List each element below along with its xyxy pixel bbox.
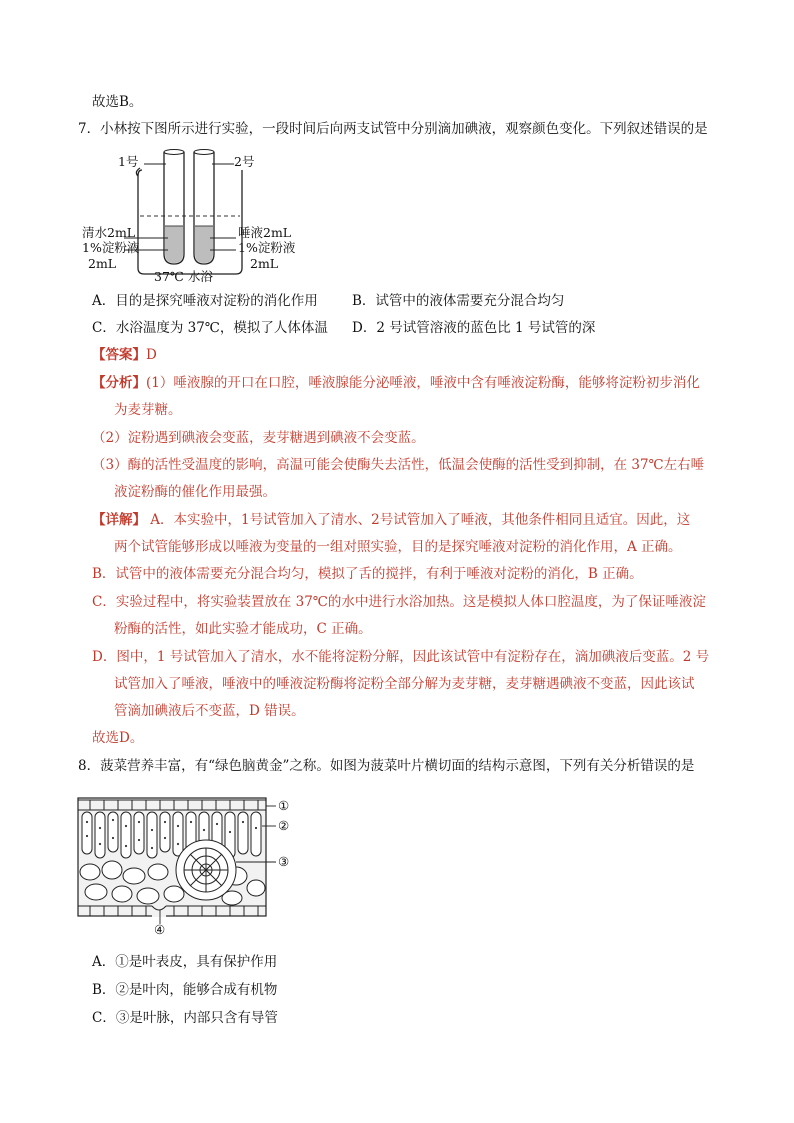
q7-analysis-3a: （3）酶的活性受温度的影响，高温可能会使酶失去活性，低温会使酶的活性受到抑制，在 37℃左右唾 xyxy=(92,457,705,473)
q7-detail-a1 xyxy=(92,510,690,530)
detail-text-a1: A．本实验中，1号试管加入了清水、2号试管加入了唾液，其他条件相同且适宜。因此，这 xyxy=(146,512,691,528)
q7-detail-d2: 试管加入了唾液，唾液中的唾液淀粉酶将淀粉全部分解为麦芽糖，麦芽糖遇碘液不变蓝，因此该试 xyxy=(114,676,695,692)
q7-detail-d3: 管滴加碘液后不变蓝，D 错误。 xyxy=(114,703,305,719)
detail-tag: 【详解】 xyxy=(92,512,146,528)
tube-1-water-label: 清水2mL xyxy=(82,225,136,240)
q7-option-a: A．目的是探究唾液对淀粉的消化作用 xyxy=(92,293,318,309)
q7-detail-b: B．试管中的液体需要充分混合均匀，模拟了舌的搅拌，有利于唾液对淀粉的消化，B 正确。 xyxy=(92,566,643,582)
tube-2-label: 2号 xyxy=(234,154,255,169)
leaf-label-1: ① xyxy=(278,798,290,813)
q7-answer xyxy=(92,345,157,365)
q7-analysis-3b: 液淀粉酶的催化作用最强。 xyxy=(114,484,276,500)
tube-1-label: 1号 xyxy=(118,154,139,169)
q8-leaf-section-figure xyxy=(76,792,306,937)
tube-2-starch-label: 1%淀粉液 xyxy=(238,240,296,255)
answer-value: D xyxy=(146,347,157,363)
q7-option-b: B．试管中的液体需要充分混合均匀 xyxy=(352,293,565,309)
q7-detail-c1: C．实验过程中，将实验装置放在 37℃的水中进行水浴加热。这是模拟人体口腔温度，为了保证唾液淀 xyxy=(92,594,706,610)
q7-analysis-2: （2）淀粉遇到碘液会变蓝，麦芽糖遇到碘液不会变蓝。 xyxy=(92,430,425,446)
tube-1-starch-label: 1%淀粉液 xyxy=(82,240,140,255)
q7-detail-a2: 两个试管能够形成以唾液为变量的一组对照实验，目的是探究唾液对淀粉的消化作用，A 正确。 xyxy=(114,539,682,555)
analysis-tag: 【分析】 xyxy=(92,375,146,391)
leaf-label-4: ④ xyxy=(154,922,166,937)
q7-beaker-figure xyxy=(84,146,314,286)
leaf-cross-section-illustration xyxy=(76,792,306,937)
answer-tag: 【答案】 xyxy=(92,347,146,363)
q7-detail-c2: 粉酶的活性，如此实验才能成功，C 正确。 xyxy=(114,621,372,637)
q7-analysis-1b: 为麦芽糖。 xyxy=(114,402,182,418)
q7-option-d: D．2 号试管溶液的蓝色比 1 号试管的深 xyxy=(352,320,596,336)
q8-stem: 8．菠菜营养丰富，有“绿色脑黄金”之称。如图为菠菜叶片横切面的结构示意图，下列有关分析错误的是 xyxy=(78,758,695,774)
q8-option-a: A．①是叶表皮，具有保护作用 xyxy=(92,954,278,970)
q7-detail-d1: D．图中，1 号试管加入了清水，水不能将淀粉分解，因此该试管中有淀粉存在，滴加碘液后变蓝。2 号 xyxy=(92,649,710,665)
q6-conclusion: 故选B。 xyxy=(92,94,143,110)
q7-option-c: C．水浴温度为 37℃，模拟了人体体温 xyxy=(92,320,328,336)
leaf-label-3: ③ xyxy=(278,854,290,869)
q7-conclusion: 故选D。 xyxy=(92,730,144,746)
tube-2-volume-label: 2mL xyxy=(250,256,279,271)
tube-1-volume-label: 2mL xyxy=(88,256,117,271)
q7-stem: 7．小林按下图所示进行实验，一段时间后向两支试管中分别滴加碘液，观察颜色变化。下列叙述错误的是 xyxy=(78,121,708,137)
q8-option-c: C．③是叶脉，内部只含有导管 xyxy=(92,1010,278,1026)
leaf-label-2: ② xyxy=(278,818,290,833)
q7-analysis-1a xyxy=(92,373,700,393)
tube-2-saliva-label: 唾液2mL xyxy=(238,225,292,240)
water-bath-label: 37℃ 水浴 xyxy=(154,269,213,284)
q8-option-b: B．②是叶肉，能够合成有机物 xyxy=(92,982,278,998)
analysis-text-1a: (1）唾液腺的开口在口腔，唾液腺能分泌唾液，唾液中含有唾液淀粉酶，能够将淀粉初步消化 xyxy=(146,375,700,391)
